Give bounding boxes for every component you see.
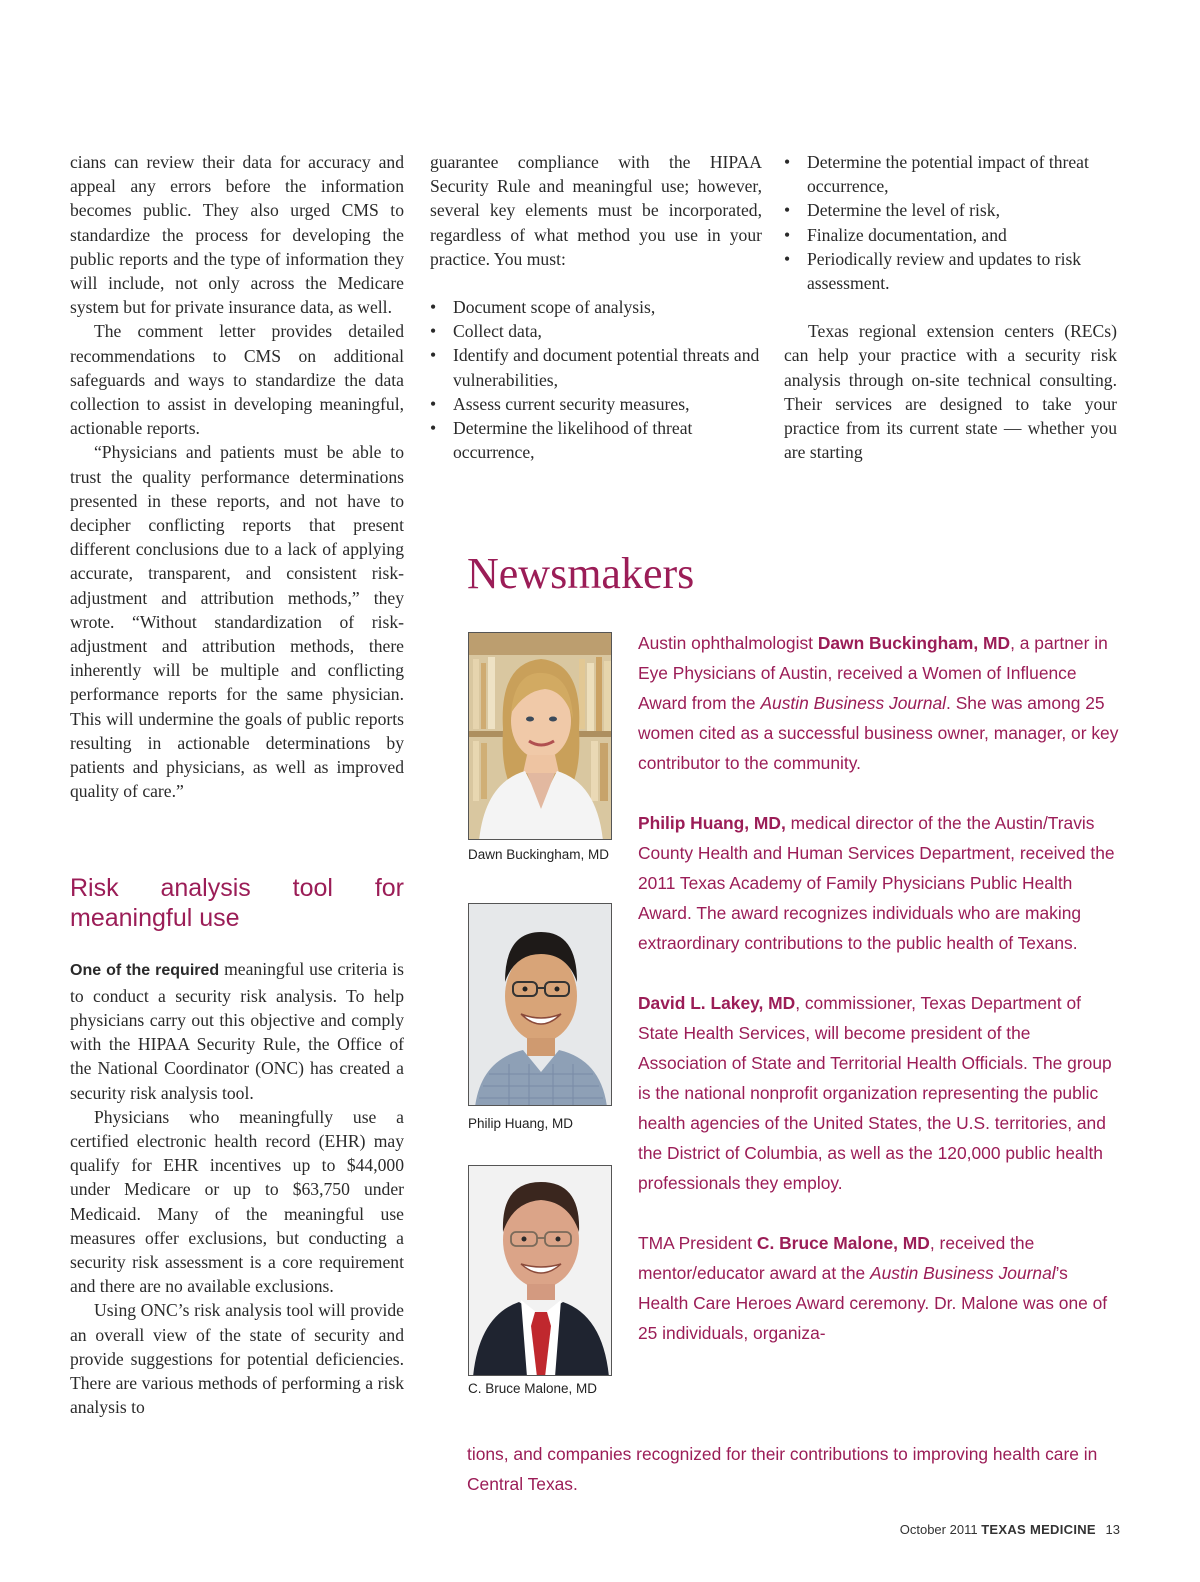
list-item: • Identify and document potential threats and vulnerabilities, [430,343,762,391]
lead-in-text: One of the required [70,962,220,980]
list-item: • Determine the likelihood of threat occurrence, [430,416,762,464]
portrait-man-icon [469,904,612,1106]
publication-name: Austin Business Journal [760,693,947,713]
news-item-malone [638,1228,1120,1348]
newsmaker-name: C. Bruce Malone, MD [756,1233,930,1253]
photo-bruce-malone [468,1165,612,1376]
column-3 [784,150,1117,464]
page-footer [900,1522,1120,1537]
news-item-huang [638,808,1120,958]
newsmakers-body [638,628,1120,1348]
col3-paragraph-1: Texas regional extension centers (RECs) can help your practice with a security risk analysis through on-site technical consulting. Their services are designed to take your practice from its current state — whether you are starting [784,321,1117,463]
page-number: 13 [1105,1522,1120,1537]
publication-name: Austin Business Journal [870,1263,1056,1283]
caption-bruce-malone: C. Bruce Malone, MD [468,1381,598,1396]
portrait-woman-icon [469,633,612,840]
col2-paragraph-1: guarantee compliance with the HIPAA Security Rule and meaningful use; however, several key elements must be incorporated, regardless of what method you use in your practice. You must: [430,152,762,269]
news-item-text: , received the mentor/educator award at the [638,1233,1035,1283]
list-item: • Document scope of analysis, [430,295,762,319]
column-2 [430,150,762,464]
news-item-text: TMA President [638,1233,757,1253]
col2-bullet-list [430,295,762,464]
newsmaker-name: David L. Lakey, MD [638,993,796,1013]
news-item-text: Austin ophthalmologist [638,633,818,653]
col3-bullet-list [784,150,1117,295]
news-item-text: ’s Health Care Heroes Award ceremony. Dr. Malone was one of 25 individuals, organiza- [638,1263,1108,1343]
list-item: • Periodically review and updates to risk assessment. [784,247,1117,295]
news-item-text: . She was among 25 women cited as a successful business owner, manager, or key contributor to the community. [638,693,1119,773]
photo-dawn-buckingham [468,632,612,840]
news-item-text: , commissioner, Texas Department of State Health Services, will become president of the Association of State and Territorial Health Officials. The group is the national nonprofit organization representing the public health agencies of the United States, the U.S. territories, and the District of Columbia, as well as the 120,000 public health professionals they employ. [638,993,1112,1193]
section-heading-risk-analysis: Risk analysis tool for meaningful use [70,874,404,933]
photo-philip-huang [468,903,612,1106]
news-item-lakey [638,988,1120,1198]
col1-paragraph-3: “Physicians and patients must be able to trust the quality performance determinations presented in these reports, and not have to decipher conflicting reports that present different conclusions due to a lack of applying accurate, transparent, and consistent risk-adjustment and attribution methods,” they wrote. “Without standardization of risk-adjustment and attribution methods, there inherently will be multiple and conflicting performance reports for the same physician. This will undermine the goals of public reports resulting in actionable determinations by patients and physicians, as well as improved quality of care.” [70,442,404,802]
news-item-text: , a partner in Eye Physicians of Austin, received a Women of Influence Award from the [638,633,1108,713]
newsmaker-name: Dawn Buckingham, MD [817,633,1011,653]
col1-paragraph-2: The comment letter provides detailed recommendations to CMS on additional safeguards and ways to standardize the data collection to assist in developing meaningful, actionable reports. [70,321,404,439]
col1-paragraph-4 [70,957,404,1104]
news-item-text: medical director of the the Austin/Travis County Health and Human Services Department, received the 2011 Texas Academy of Family Physicians Public Health Award. The award recognizes individuals who are making extraordinary contributions to the public health of Texans. [638,813,1115,953]
list-item: • Assess current security measures, [430,392,762,416]
list-item: • Determine the potential impact of threat occurrence, [784,150,1117,198]
newsmakers-title: Newsmakers [467,549,695,598]
news-item-malone-continued: tions, and companies recognized for their contributions to improving health care in Central Texas. [467,1444,1098,1494]
column-1 [70,150,404,1419]
caption-philip-huang: Philip Huang, MD [468,1116,574,1131]
portrait-man-suit-icon [469,1166,612,1376]
footer-date: October 2011 [899,1522,978,1537]
list-item: • Determine the level of risk, [784,198,1117,222]
newsmaker-name: Philip Huang, MD, [638,813,786,833]
caption-dawn-buckingham: Dawn Buckingham, MD [468,847,610,862]
list-item: • Collect data, [430,319,762,343]
footer-magazine-name: TEXAS MEDICINE [981,1522,1096,1537]
col1-paragraph-6: Using ONC’s risk analysis tool will provide an overall view of the state of security and provide suggestions for potential deficiencies. There are various methods of performing a risk analysis to [70,1300,404,1418]
col1-paragraph-5: Physicians who meaningfully use a certified electronic health record (EHR) may qualify for EHR incentives up to $44,000 under Medicare or up to $63,750 under Medicaid. Many of the meaningful use measures offer exclusions, but conducting a security risk assessment is a core requirement and there are no available exclusions. [70,1106,404,1297]
col1-paragraph-1: cians can review their data for accuracy and appeal any errors before the information becomes public. They also urged CMS to standardize the process for developing the public reports and the type of information they will include, not only across the Medicare system but for private insurance data, as well. [70,152,404,318]
col1-paragraph-4-body: meaningful use criteria is to conduct a security risk analysis. To help physicians carry out this objective and comply with the HIPAA Security Rule, the Office of the National Coordinator (ONC) has created a security risk analysis tool. [70,959,405,1103]
list-item: • Finalize documentation, and [784,223,1117,247]
news-item-buckingham [638,628,1120,778]
